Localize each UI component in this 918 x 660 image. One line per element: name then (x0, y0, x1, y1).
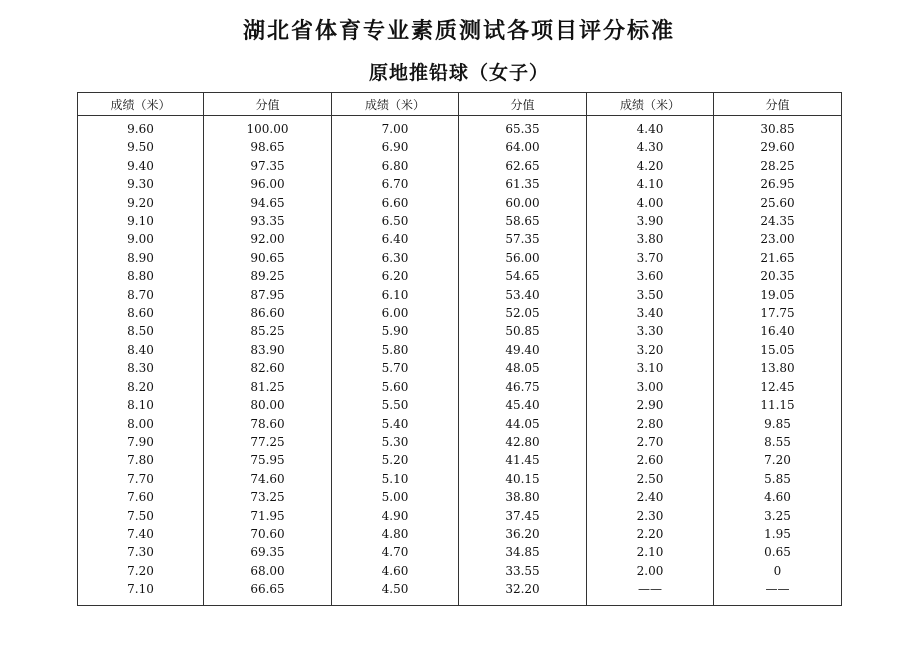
cell-result: 9.10 (78, 212, 204, 230)
cell-result: 2.40 (587, 488, 714, 506)
cell-result: 2.10 (587, 543, 714, 561)
cell-result: 7.90 (78, 433, 204, 451)
cell-score: 56.00 (459, 249, 587, 267)
table-row (78, 322, 842, 340)
cell-result: 8.70 (78, 286, 204, 304)
cell-score: 26.95 (714, 175, 842, 193)
table-body (78, 116, 842, 606)
cell-result: 6.40 (332, 230, 459, 248)
table-row (78, 415, 842, 433)
cell-score: 69.35 (204, 543, 332, 561)
cell-result: 5.70 (332, 359, 459, 377)
cell-result: 9.40 (78, 157, 204, 175)
table-row (78, 359, 842, 377)
cell-result: 2.90 (587, 396, 714, 414)
table-row (78, 433, 842, 451)
cell-score: 9.85 (714, 415, 842, 433)
cell-score: 17.75 (714, 304, 842, 322)
table-row (78, 116, 842, 139)
cell-score: 60.00 (459, 194, 587, 212)
table-row (78, 488, 842, 506)
cell-result: 8.90 (78, 249, 204, 267)
cell-result: 5.20 (332, 451, 459, 469)
cell-result: 5.60 (332, 378, 459, 396)
cell-score: 20.35 (714, 267, 842, 285)
table-row (78, 175, 842, 193)
cell-result: 8.50 (78, 322, 204, 340)
table-row (78, 451, 842, 469)
cell-score: 32.20 (459, 580, 587, 605)
cell-score: 28.25 (714, 157, 842, 175)
cell-score: 34.85 (459, 543, 587, 561)
cell-score: 12.45 (714, 378, 842, 396)
table-header-row (78, 93, 842, 116)
cell-score: 13.80 (714, 359, 842, 377)
cell-result: 6.70 (332, 175, 459, 193)
cell-score: 86.60 (204, 304, 332, 322)
cell-result: 3.80 (587, 230, 714, 248)
cell-result: 6.30 (332, 249, 459, 267)
column-header-result: 成绩（米） (332, 93, 459, 116)
cell-score: 52.05 (459, 304, 587, 322)
cell-score: 11.15 (714, 396, 842, 414)
cell-result: 3.30 (587, 322, 714, 340)
cell-score: 45.40 (459, 396, 587, 414)
cell-score: 96.00 (204, 175, 332, 193)
cell-score: 94.65 (204, 194, 332, 212)
cell-result: 2.20 (587, 525, 714, 543)
cell-result: 6.00 (332, 304, 459, 322)
cell-score: 4.60 (714, 488, 842, 506)
cell-score: 92.00 (204, 230, 332, 248)
cell-result: 5.30 (332, 433, 459, 451)
cell-score: 16.40 (714, 322, 842, 340)
table-row (78, 194, 842, 212)
cell-result: —— (587, 580, 714, 605)
cell-result: 7.50 (78, 507, 204, 525)
cell-result: 7.00 (332, 116, 459, 139)
cell-result: 7.40 (78, 525, 204, 543)
cell-result: 5.50 (332, 396, 459, 414)
cell-result: 4.00 (587, 194, 714, 212)
cell-result: 3.00 (587, 378, 714, 396)
cell-score: 36.20 (459, 525, 587, 543)
cell-result: 3.10 (587, 359, 714, 377)
cell-result: 6.20 (332, 267, 459, 285)
cell-result: 5.40 (332, 415, 459, 433)
cell-score: 68.00 (204, 562, 332, 580)
table-row (78, 267, 842, 285)
cell-result: 2.60 (587, 451, 714, 469)
cell-result: 9.60 (78, 116, 204, 139)
cell-score: 29.60 (714, 138, 842, 156)
table-row (78, 470, 842, 488)
cell-result: 4.60 (332, 562, 459, 580)
cell-result: 6.80 (332, 157, 459, 175)
table-row (78, 304, 842, 322)
cell-result: 7.20 (78, 562, 204, 580)
cell-score: 85.25 (204, 322, 332, 340)
document-title: 湖北省体育专业素质测试各项目评分标准 (242, 19, 675, 44)
cell-score: 0 (714, 562, 842, 580)
table-row (78, 341, 842, 359)
cell-result: 9.30 (78, 175, 204, 193)
column-header-score: 分值 (204, 93, 332, 116)
cell-score: 40.15 (459, 470, 587, 488)
cell-result: 4.50 (332, 580, 459, 605)
cell-score: 65.35 (459, 116, 587, 139)
table-row (78, 138, 842, 156)
cell-score: 46.75 (459, 378, 587, 396)
cell-result: 8.10 (78, 396, 204, 414)
column-header-score: 分值 (714, 93, 842, 116)
cell-score: 49.40 (459, 341, 587, 359)
cell-result: 9.00 (78, 230, 204, 248)
cell-score: 5.85 (714, 470, 842, 488)
cell-score: 64.00 (459, 138, 587, 156)
table-row (78, 525, 842, 543)
cell-result: 5.10 (332, 470, 459, 488)
cell-score: 19.05 (714, 286, 842, 304)
cell-score: 78.60 (204, 415, 332, 433)
cell-score: 74.60 (204, 470, 332, 488)
cell-score: 30.85 (714, 116, 842, 139)
cell-score: 75.95 (204, 451, 332, 469)
cell-score: 87.95 (204, 286, 332, 304)
cell-result: 7.10 (78, 580, 204, 605)
cell-result: 7.30 (78, 543, 204, 561)
cell-result: 8.00 (78, 415, 204, 433)
cell-score: 8.55 (714, 433, 842, 451)
cell-result: 8.60 (78, 304, 204, 322)
cell-score: 71.95 (204, 507, 332, 525)
cell-result: 6.50 (332, 212, 459, 230)
table-row (78, 507, 842, 525)
table-row (78, 249, 842, 267)
cell-result: 4.70 (332, 543, 459, 561)
table-row (78, 562, 842, 580)
cell-score: 1.95 (714, 525, 842, 543)
cell-result: 8.80 (78, 267, 204, 285)
cell-score: 82.60 (204, 359, 332, 377)
cell-score: 21.65 (714, 249, 842, 267)
cell-result: 4.30 (587, 138, 714, 156)
table-row (78, 378, 842, 396)
cell-result: 4.80 (332, 525, 459, 543)
cell-score: 58.65 (459, 212, 587, 230)
cell-result: 9.20 (78, 194, 204, 212)
cell-score: 44.05 (459, 415, 587, 433)
cell-score: 41.45 (459, 451, 587, 469)
cell-score: 61.35 (459, 175, 587, 193)
cell-score: 83.90 (204, 341, 332, 359)
cell-result: 9.50 (78, 138, 204, 156)
cell-score: 98.65 (204, 138, 332, 156)
cell-score: 38.80 (459, 488, 587, 506)
cell-result: 2.00 (587, 562, 714, 580)
cell-score: 80.00 (204, 396, 332, 414)
cell-score: 73.25 (204, 488, 332, 506)
cell-result: 7.70 (78, 470, 204, 488)
cell-result: 2.80 (587, 415, 714, 433)
cell-score: 77.25 (204, 433, 332, 451)
cell-result: 8.20 (78, 378, 204, 396)
table-row (78, 212, 842, 230)
cell-result: 3.70 (587, 249, 714, 267)
cell-result: 2.50 (587, 470, 714, 488)
cell-result: 5.80 (332, 341, 459, 359)
column-header-result: 成绩（米） (78, 93, 204, 116)
cell-result: 7.60 (78, 488, 204, 506)
cell-result: 6.10 (332, 286, 459, 304)
cell-result: 8.30 (78, 359, 204, 377)
cell-score: 66.65 (204, 580, 332, 605)
cell-score: 57.35 (459, 230, 587, 248)
cell-score: 23.00 (714, 230, 842, 248)
table-row (78, 580, 842, 605)
cell-score: 37.45 (459, 507, 587, 525)
cell-result: 4.10 (587, 175, 714, 193)
cell-score: 100.00 (204, 116, 332, 139)
cell-score: 0.65 (714, 543, 842, 561)
table-row (78, 543, 842, 561)
cell-result: 6.90 (332, 138, 459, 156)
cell-result: 3.20 (587, 341, 714, 359)
cell-score: 97.35 (204, 157, 332, 175)
cell-result: 6.60 (332, 194, 459, 212)
cell-result: 4.40 (587, 116, 714, 139)
cell-score: 42.80 (459, 433, 587, 451)
cell-result: 5.00 (332, 488, 459, 506)
table-row (78, 286, 842, 304)
cell-result: 3.40 (587, 304, 714, 322)
cell-score: 25.60 (714, 194, 842, 212)
scoring-table (77, 92, 842, 606)
cell-score: —— (714, 580, 842, 605)
cell-score: 81.25 (204, 378, 332, 396)
cell-result: 3.90 (587, 212, 714, 230)
table-row (78, 230, 842, 248)
cell-result: 2.30 (587, 507, 714, 525)
document-subtitle: 原地推铅球（女子） (368, 62, 549, 84)
cell-score: 89.25 (204, 267, 332, 285)
cell-score: 53.40 (459, 286, 587, 304)
cell-score: 24.35 (714, 212, 842, 230)
cell-score: 15.05 (714, 341, 842, 359)
cell-score: 54.65 (459, 267, 587, 285)
cell-score: 50.85 (459, 322, 587, 340)
cell-result: 7.80 (78, 451, 204, 469)
cell-score: 90.65 (204, 249, 332, 267)
table-row (78, 157, 842, 175)
cell-score: 3.25 (714, 507, 842, 525)
cell-result: 4.20 (587, 157, 714, 175)
cell-result: 3.50 (587, 286, 714, 304)
cell-result: 5.90 (332, 322, 459, 340)
cell-score: 7.20 (714, 451, 842, 469)
cell-result: 3.60 (587, 267, 714, 285)
cell-result: 4.90 (332, 507, 459, 525)
cell-result: 8.40 (78, 341, 204, 359)
column-header-score: 分值 (459, 93, 587, 116)
cell-score: 70.60 (204, 525, 332, 543)
cell-score: 33.55 (459, 562, 587, 580)
column-header-result: 成绩（米） (587, 93, 714, 116)
cell-score: 48.05 (459, 359, 587, 377)
cell-score: 93.35 (204, 212, 332, 230)
table-row (78, 396, 842, 414)
cell-result: 2.70 (587, 433, 714, 451)
cell-score: 62.65 (459, 157, 587, 175)
